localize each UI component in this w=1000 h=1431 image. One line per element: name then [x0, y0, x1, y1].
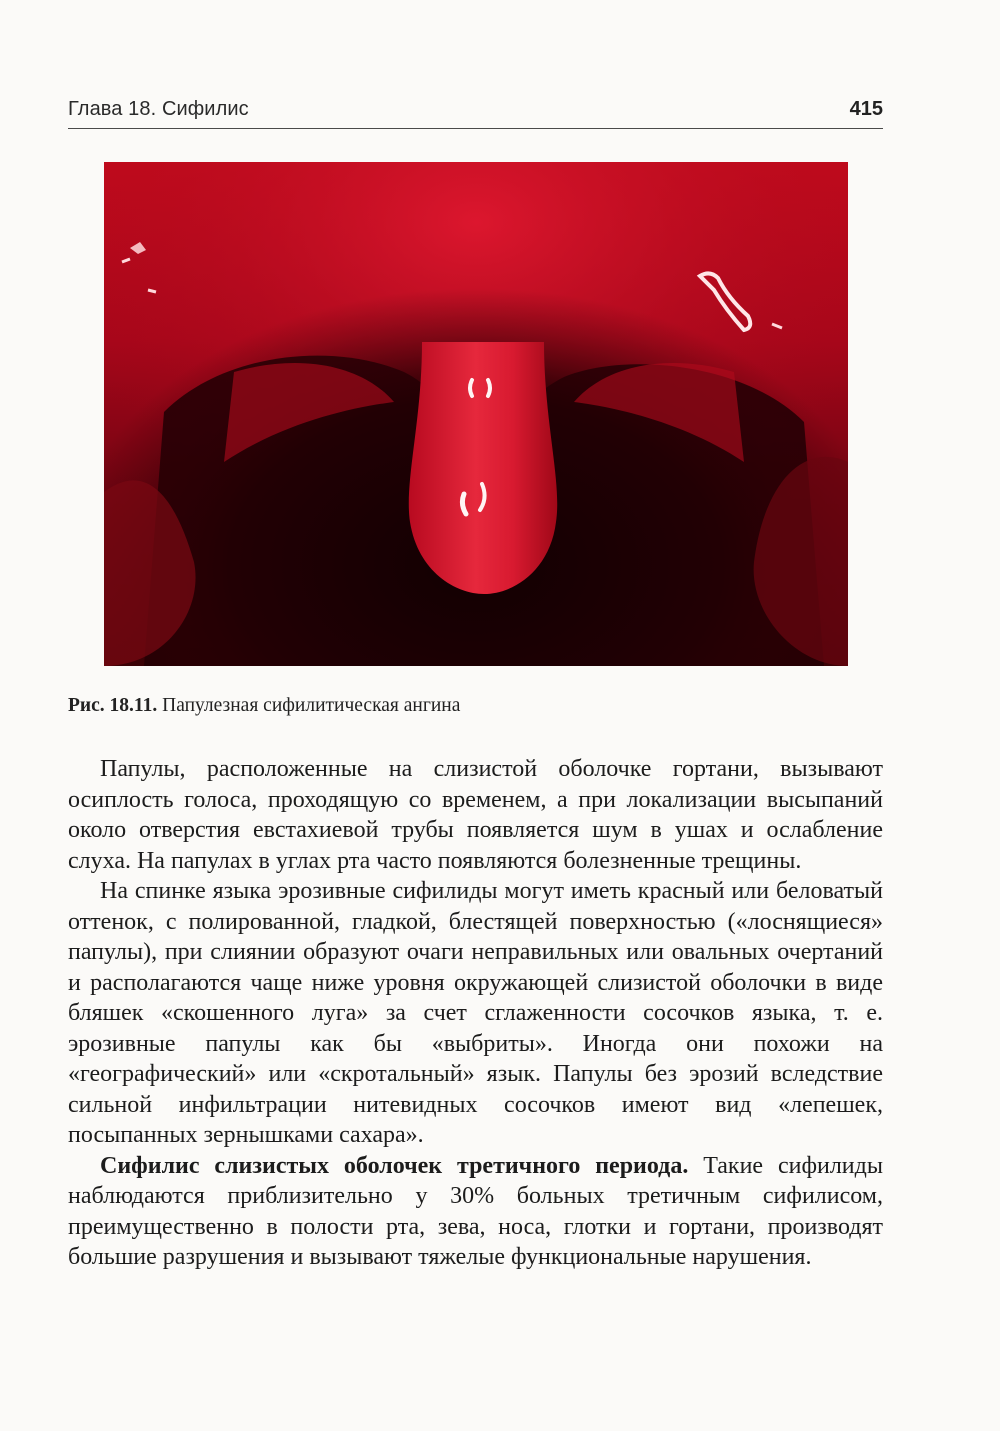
- paragraph-text: На спинке языка эрозивные сифилиды могут иметь красный или беловатый оттенок, с полированной, гладкой, блестящей поверхностью («лоснящиеся» папулы), при слиянии образуют очаги неправильных или овальных очертаний и располагаются чаще ниже уровня окружающей слизистой оболочки в виде бляшек «скошенного луга» за счет сглаженности сосочков языка, т. е. эрозивные папулы как бы «выбриты». Иногда они похожи на «географический» или «скротальный» язык. Папулы без эрозий вследствие сильной инфильтрации нитевидных сосочков имеют вид «лепешек, посыпанных зернышками сахара».: [68, 878, 883, 1148]
- page-header: [68, 96, 883, 129]
- figure-photo-throat: [104, 162, 848, 666]
- paragraph: [68, 876, 883, 1151]
- figure-label: Рис. 18.11.: [68, 695, 158, 716]
- paragraph-text: Папулы, расположенные на слизистой оболочке гортани, вызывают осиплость голоса, проходящую со временем, а при локализации высыпаний около отверстия евстахиевой трубы появляется шум в ушах и ослабление слуха. На папулах в углах рта часто появляются болезненные трещины.: [68, 756, 883, 874]
- throat-photo-illustration: [104, 162, 848, 666]
- paragraph-bold-lead: Сифилис слизистых оболочек третичного периода.: [100, 1152, 689, 1179]
- paragraph: [68, 1151, 883, 1273]
- body-text: [68, 754, 883, 1273]
- chapter-title: Глава 18. Сифилис: [68, 98, 249, 120]
- figure-caption: [68, 694, 460, 718]
- paragraph: [68, 754, 883, 876]
- paragraph-text: Такие сифилиды наблюдаются приблизительно у 30% больных третичным сифилисом, преимущественно в полости рта, зева, носа, глотки и гортани, производят большие разрушения и вызывают тяжелые функциональные нарушения.: [68, 1152, 883, 1270]
- page-number: 415: [849, 98, 883, 120]
- figure-caption-text: Папулезная сифилитическая ангина: [157, 695, 461, 716]
